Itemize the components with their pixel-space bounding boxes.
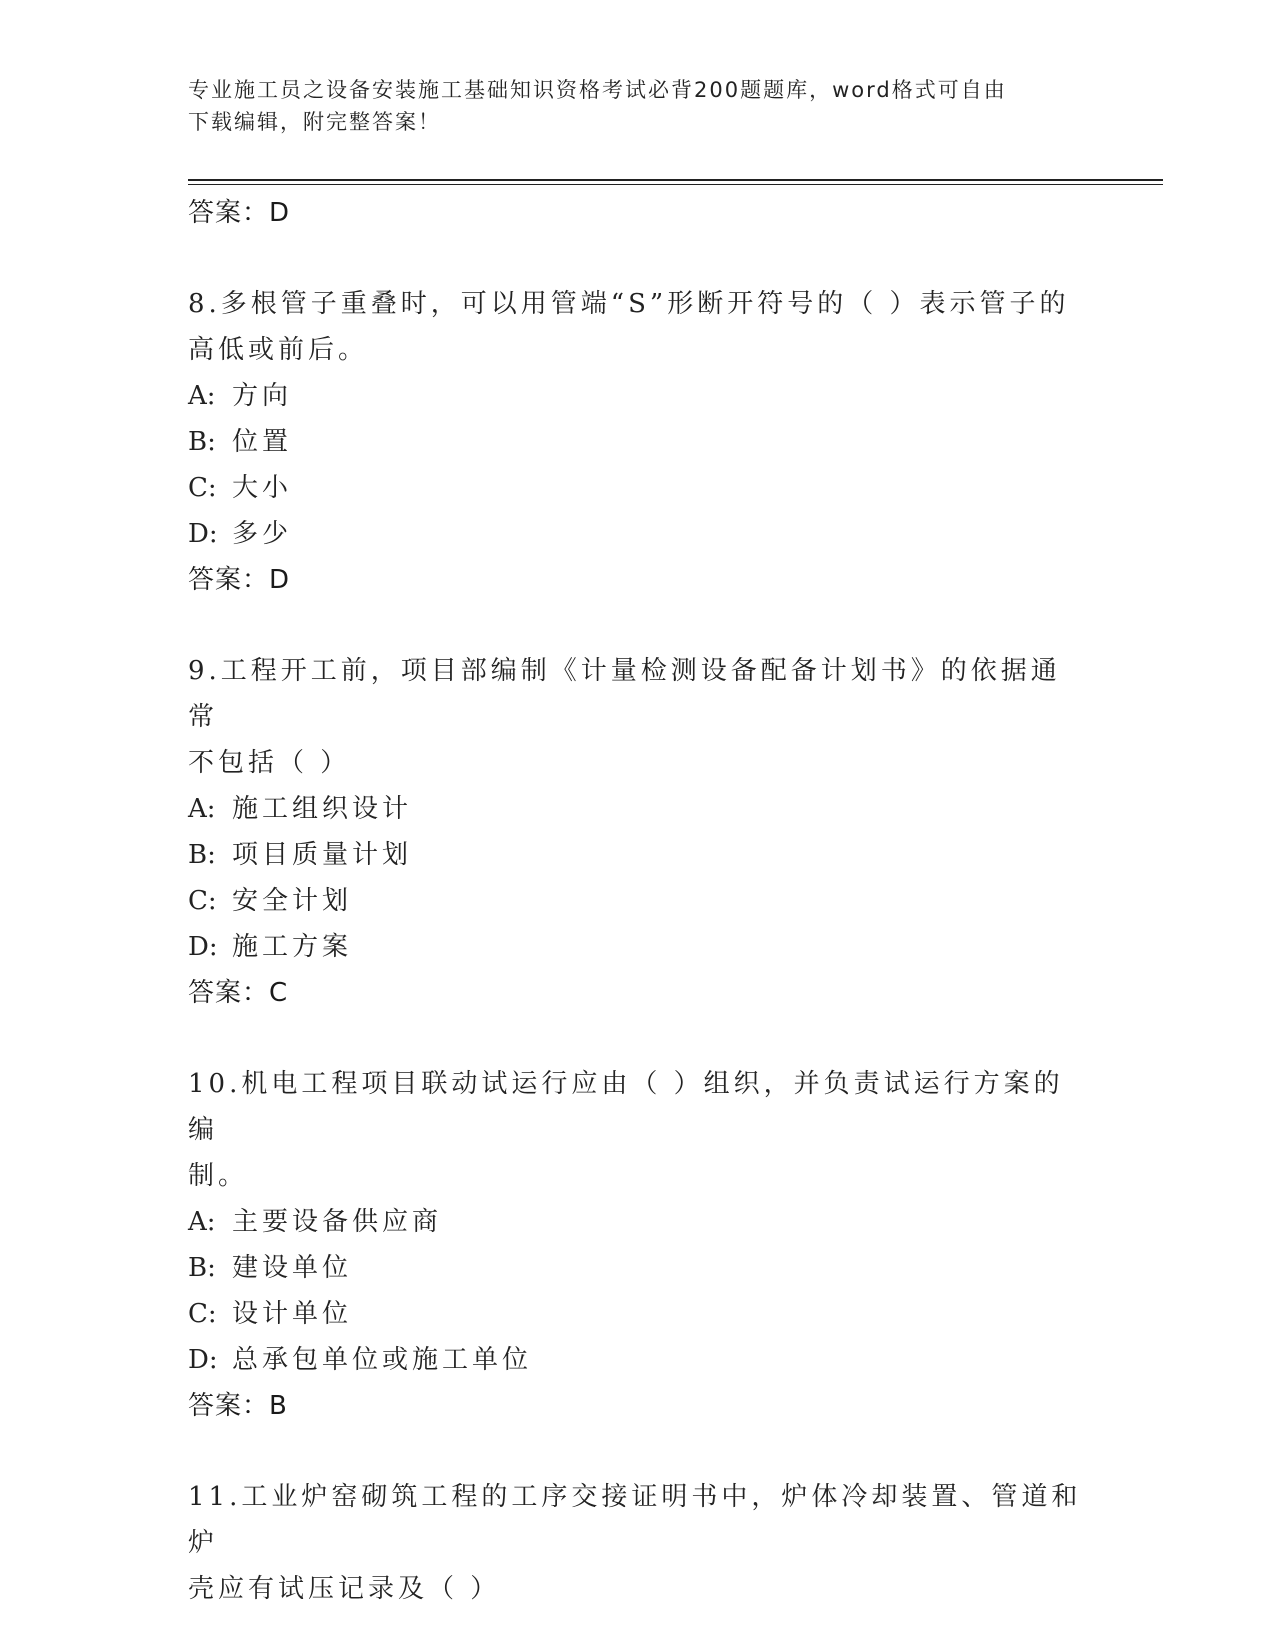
question-text: 11.工业炉窑砌筑工程的工序交接证明书中，炉体冷却装置、管道和炉 壳应有试压记录及（ ） <box>188 1482 1082 1604</box>
answer-line: 答案：B <box>188 1391 288 1421</box>
answer-line: 答案：C <box>188 978 289 1008</box>
option-d: D: 施工方案 <box>188 932 353 962</box>
option-b: B: 位置 <box>188 427 293 457</box>
option-c: C: 大小 <box>188 473 293 503</box>
header-rule-thick <box>188 179 1163 181</box>
option-b: B: 项目质量计划 <box>188 840 413 870</box>
header-line-1: 专业施工员之设备安装施工基础知识资格考试必背200题题库，word格式可自由 <box>188 78 1007 102</box>
option-d: D: 多少 <box>188 519 293 549</box>
option-c: C: 安全计划 <box>188 886 353 916</box>
option-b: B: 建设单位 <box>188 1253 353 1283</box>
question-block <box>188 281 1088 603</box>
question-text: 8.多根管子重叠时，可以用管端“S”形断开符号的（ ）表示管子的 高低或前后。 <box>188 289 1070 365</box>
question-block <box>188 648 1088 1016</box>
question-text: 9.工程开工前，项目部编制《计量检测设备配备计划书》的依据通常 不包括（ ） <box>188 656 1061 778</box>
option-d: D: 总承包单位或施工单位 <box>188 1345 533 1375</box>
answer-line: 答案：D <box>188 565 291 595</box>
option-c: C: 设计单位 <box>188 1299 353 1329</box>
option-a: A: 施工组织设计 <box>188 794 413 824</box>
header-rule-thin <box>188 184 1163 185</box>
question-text: 10.机电工程项目联动试运行应由（ ）组织，并负责试运行方案的编 制。 <box>188 1069 1064 1191</box>
header-line-2: 下载编辑，附完整答案！ <box>188 110 441 134</box>
answer-line: 答案：D <box>188 198 291 228</box>
question-block <box>188 1474 1088 1612</box>
option-a: A: 方向 <box>188 381 293 411</box>
document-header <box>188 74 1088 138</box>
document-body <box>188 190 1088 1612</box>
question-block <box>188 1061 1088 1429</box>
option-a: A: 主要设备供应商 <box>188 1207 443 1237</box>
